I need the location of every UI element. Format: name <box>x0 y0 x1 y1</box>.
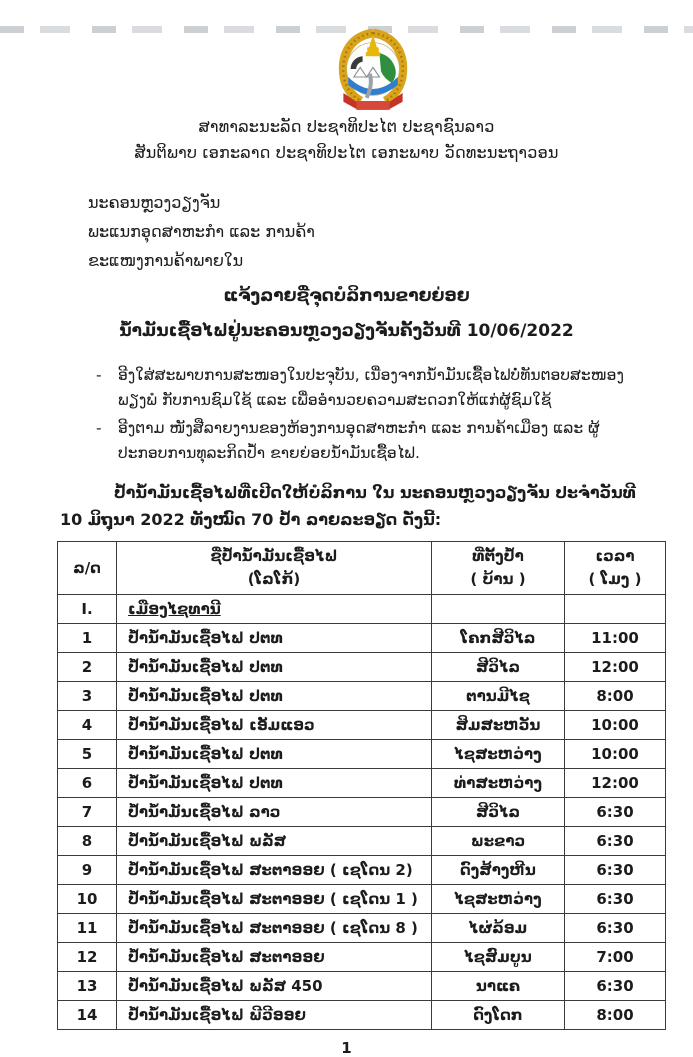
station-row <box>58 653 666 682</box>
cell-no: 10 <box>58 885 117 914</box>
station-row <box>58 769 666 798</box>
cell-station-name: ປໍ້ານ້ຳມັນເຊື້ອໄຟ ປຕທ <box>117 769 432 798</box>
header-no-label: ລ/ດ <box>73 558 101 577</box>
station-row <box>58 885 666 914</box>
cell-village: ສິມສະຫວັນ <box>432 711 565 740</box>
cell-time: 6:30 <box>565 827 666 856</box>
bullet-item <box>96 363 635 413</box>
cell-village: ສີວິໄລ <box>432 798 565 827</box>
cell-village: ດົງສ້າງຫີນ <box>432 856 565 885</box>
cell-time: 6:30 <box>565 914 666 943</box>
section-empty-cell <box>432 595 565 624</box>
cell-time: 6:30 <box>565 972 666 1001</box>
header-time-line1: ເວລາ <box>595 547 635 565</box>
station-row <box>58 711 666 740</box>
document-title-line1: ແຈ້ງລາຍຊື່ຈຸດບໍລິການຂາຍຍ່ອຍ <box>223 286 470 306</box>
cell-village: ໄຜ່ລ້ອມ <box>432 914 565 943</box>
national-motto-line1: ສາທາລະນະລັດ ປະຊາທິປະໄຕ ປະຊາຊົນລາວ <box>198 117 495 136</box>
station-table-wrap <box>57 541 645 1030</box>
header-location <box>432 542 565 595</box>
cell-village: ທ່າສະຫວ່າງ <box>432 769 565 798</box>
station-row <box>58 798 666 827</box>
cell-no: 2 <box>58 653 117 682</box>
station-table-body <box>58 595 666 1030</box>
cell-station-name: ປໍ້ານ້ຳມັນເຊື້ອໄຟ ລາວ <box>117 798 432 827</box>
page-number: 1 <box>341 1039 352 1057</box>
cell-time: 6:30 <box>565 856 666 885</box>
header-time <box>565 542 666 595</box>
cell-station-name: ປໍ້ານ້ຳມັນເຊື້ອໄຟ ສະຕາອອຍ ( ເຊໂດນ 1 ) <box>117 885 432 914</box>
cell-station-name: ປໍ້ານ້ຳມັນເຊື້ອໄຟ ພລັສ 450 <box>117 972 432 1001</box>
document-title-line2: ນ້ຳມັນເຊື້ອໄຟຢູ່ນະຄອນຫຼວງວຽງຈັນຄັ້ງວັນທີ 10/06/2022 <box>119 321 574 341</box>
station-table-head <box>58 542 666 595</box>
station-row <box>58 914 666 943</box>
bullet-dash: - <box>96 419 102 437</box>
cell-station-name: ປໍ້ານ້ຳມັນເຊື້ອໄຟ ປຕທ <box>117 682 432 711</box>
cell-time: 7:00 <box>565 943 666 972</box>
section-empty-cell <box>565 595 666 624</box>
cell-time: 8:00 <box>565 1001 666 1030</box>
station-row <box>58 856 666 885</box>
org-line-division: ຂະແໜງການຄ້າພາຍໃນ <box>88 251 244 270</box>
section-row <box>58 595 666 624</box>
header-location-line2: ( ບ້ານ ) <box>470 570 526 588</box>
station-table <box>57 541 666 1030</box>
cell-no: 3 <box>58 682 117 711</box>
cell-station-name: ປໍ້ານ້ຳມັນເຊື້ອໄຟ ພລັສ <box>117 827 432 856</box>
bullet-dash: - <box>96 366 102 384</box>
cell-village: ໄຊສະຫວ່າງ <box>432 740 565 769</box>
cell-station-name: ປໍ້ານ້ຳມັນເຊື້ອໄຟ ປຕທ <box>117 740 432 769</box>
bullet-text: ອີງໃສ່ສະພາບການສະໜອງໃນປະຈຸບັນ, ເນື່ອງຈາກນ້ຳມັນເຊື້ອໄຟບໍ່ທັນຕອບສະໜອງພຽງພໍ ກັບການຊົມໃຊ້ ແລະ ເພື່ອອຳນວຍຄວາມສະດວກໃຫ້ແກ່ຜູ້ຊົມໃຊ້ <box>118 366 624 409</box>
cell-no: 9 <box>58 856 117 885</box>
national-motto-line2: ສັນຕິພາບ ເອກະລາດ ປະຊາທິປະໄຕ ເອກະພາບ ວັດທະນະຖາວອນ <box>134 143 559 162</box>
cell-village: ໂຄກສີວິໄລ <box>432 624 565 653</box>
cell-station-name: ປໍ້ານ້ຳມັນເຊື້ອໄຟ ພີວີອອຍ <box>117 1001 432 1030</box>
cell-no: 6 <box>58 769 117 798</box>
cell-time: 12:00 <box>565 769 666 798</box>
cell-village: ໄຊສະຫວ່າງ <box>432 885 565 914</box>
header-time-line2: ( ໂມງ ) <box>588 570 642 588</box>
lao-national-emblem <box>333 26 413 112</box>
preamble-bullets <box>96 363 635 466</box>
header-station-name <box>117 542 432 595</box>
org-line-department: ພະແນກອຸດສາຫະກຳ ແລະ ການຄ້າ <box>88 222 315 241</box>
cell-no: 1 <box>58 624 117 653</box>
cell-no: 8 <box>58 827 117 856</box>
station-row <box>58 1001 666 1030</box>
cell-no: 5 <box>58 740 117 769</box>
cell-village: ພະຂາວ <box>432 827 565 856</box>
table-intro-paragraph: ປໍ້ານ້ຳມັນເຊື້ອໄຟທີ່ເປີດໃຫ້ບໍລິການ ໃນ ນະຄອນຫຼວງວຽງຈັນ ປະຈຳວັນທີ 10 ມິຖຸນາ 2022 ທັງໝົດ 70 ປໍ້າ ລາຍລະອຽດ ດັ່ງນີ້: <box>60 483 636 529</box>
bullet-text: ອີງຕາມ ໜັງສືລາຍງານຂອງຫ້ອງການອຸດສາຫະກຳ ແລະ ການຄ້າເມືອງ ແລະ ຜູ້ປະກອບການທຸລະກິດປໍ້າ ຂາຍຍ່ອຍນ້ຳມັນເຊື້ອໄຟ. <box>118 419 600 462</box>
header-station-name-line2: (ໂລໂກ້) <box>247 570 301 588</box>
header-no <box>58 542 117 595</box>
cell-station-name: ປໍ້ານ້ຳມັນເຊື້ອໄຟ ສະຕາອອຍ <box>117 943 432 972</box>
cell-station-name: ປໍ້ານ້ຳມັນເຊື້ອໄຟ ປຕທ <box>117 653 432 682</box>
cell-no: 11 <box>58 914 117 943</box>
cell-no: 4 <box>58 711 117 740</box>
cell-time: 6:30 <box>565 798 666 827</box>
cell-village: ໄຊສົມບູນ <box>432 943 565 972</box>
cell-time: 6:30 <box>565 885 666 914</box>
station-row <box>58 972 666 1001</box>
cell-no: 14 <box>58 1001 117 1030</box>
cell-no: 13 <box>58 972 117 1001</box>
cell-station-name: ປໍ້ານ້ຳມັນເຊື້ອໄຟ ປຕທ <box>117 624 432 653</box>
cell-village: ສີວິໄລ <box>432 653 565 682</box>
cell-time: 10:00 <box>565 740 666 769</box>
station-row <box>58 740 666 769</box>
station-row <box>58 827 666 856</box>
section-no: I. <box>58 595 117 624</box>
org-line-capital: ນະຄອນຫຼວງວຽງຈັນ <box>88 193 221 212</box>
section-district-label: ເມືອງໄຊທານີ <box>128 600 221 618</box>
cell-no: 12 <box>58 943 117 972</box>
header-location-line1: ທີ່ຕັ້ງປໍ້າ <box>472 547 524 565</box>
cell-time: 8:00 <box>565 682 666 711</box>
station-row <box>58 624 666 653</box>
station-row <box>58 943 666 972</box>
cell-village: ນາແຄ <box>432 972 565 1001</box>
cell-village: ຕານມີໄຊ <box>432 682 565 711</box>
section-district <box>117 595 432 624</box>
cell-station-name: ປໍ້ານ້ຳມັນເຊື້ອໄຟ ເອັມແອວ <box>117 711 432 740</box>
cell-no: 7 <box>58 798 117 827</box>
cell-village: ດົງໂດກ <box>432 1001 565 1030</box>
cell-station-name: ປໍ້ານ້ຳມັນເຊື້ອໄຟ ສະຕາອອຍ ( ເຊໂດນ 8 ) <box>117 914 432 943</box>
cell-time: 12:00 <box>565 653 666 682</box>
station-row <box>58 682 666 711</box>
header-station-name-line1: ຊື່ປໍ້ານ້ຳມັນເຊື້ອໄຟ <box>210 547 338 565</box>
bullet-item <box>96 416 635 466</box>
issuing-org-block <box>88 188 693 275</box>
header-row <box>58 542 666 595</box>
cell-station-name: ປໍ້ານ້ຳມັນເຊື້ອໄຟ ສະຕາອອຍ ( ເຊໂດນ 2) <box>117 856 432 885</box>
cell-time: 11:00 <box>565 624 666 653</box>
cell-time: 10:00 <box>565 711 666 740</box>
